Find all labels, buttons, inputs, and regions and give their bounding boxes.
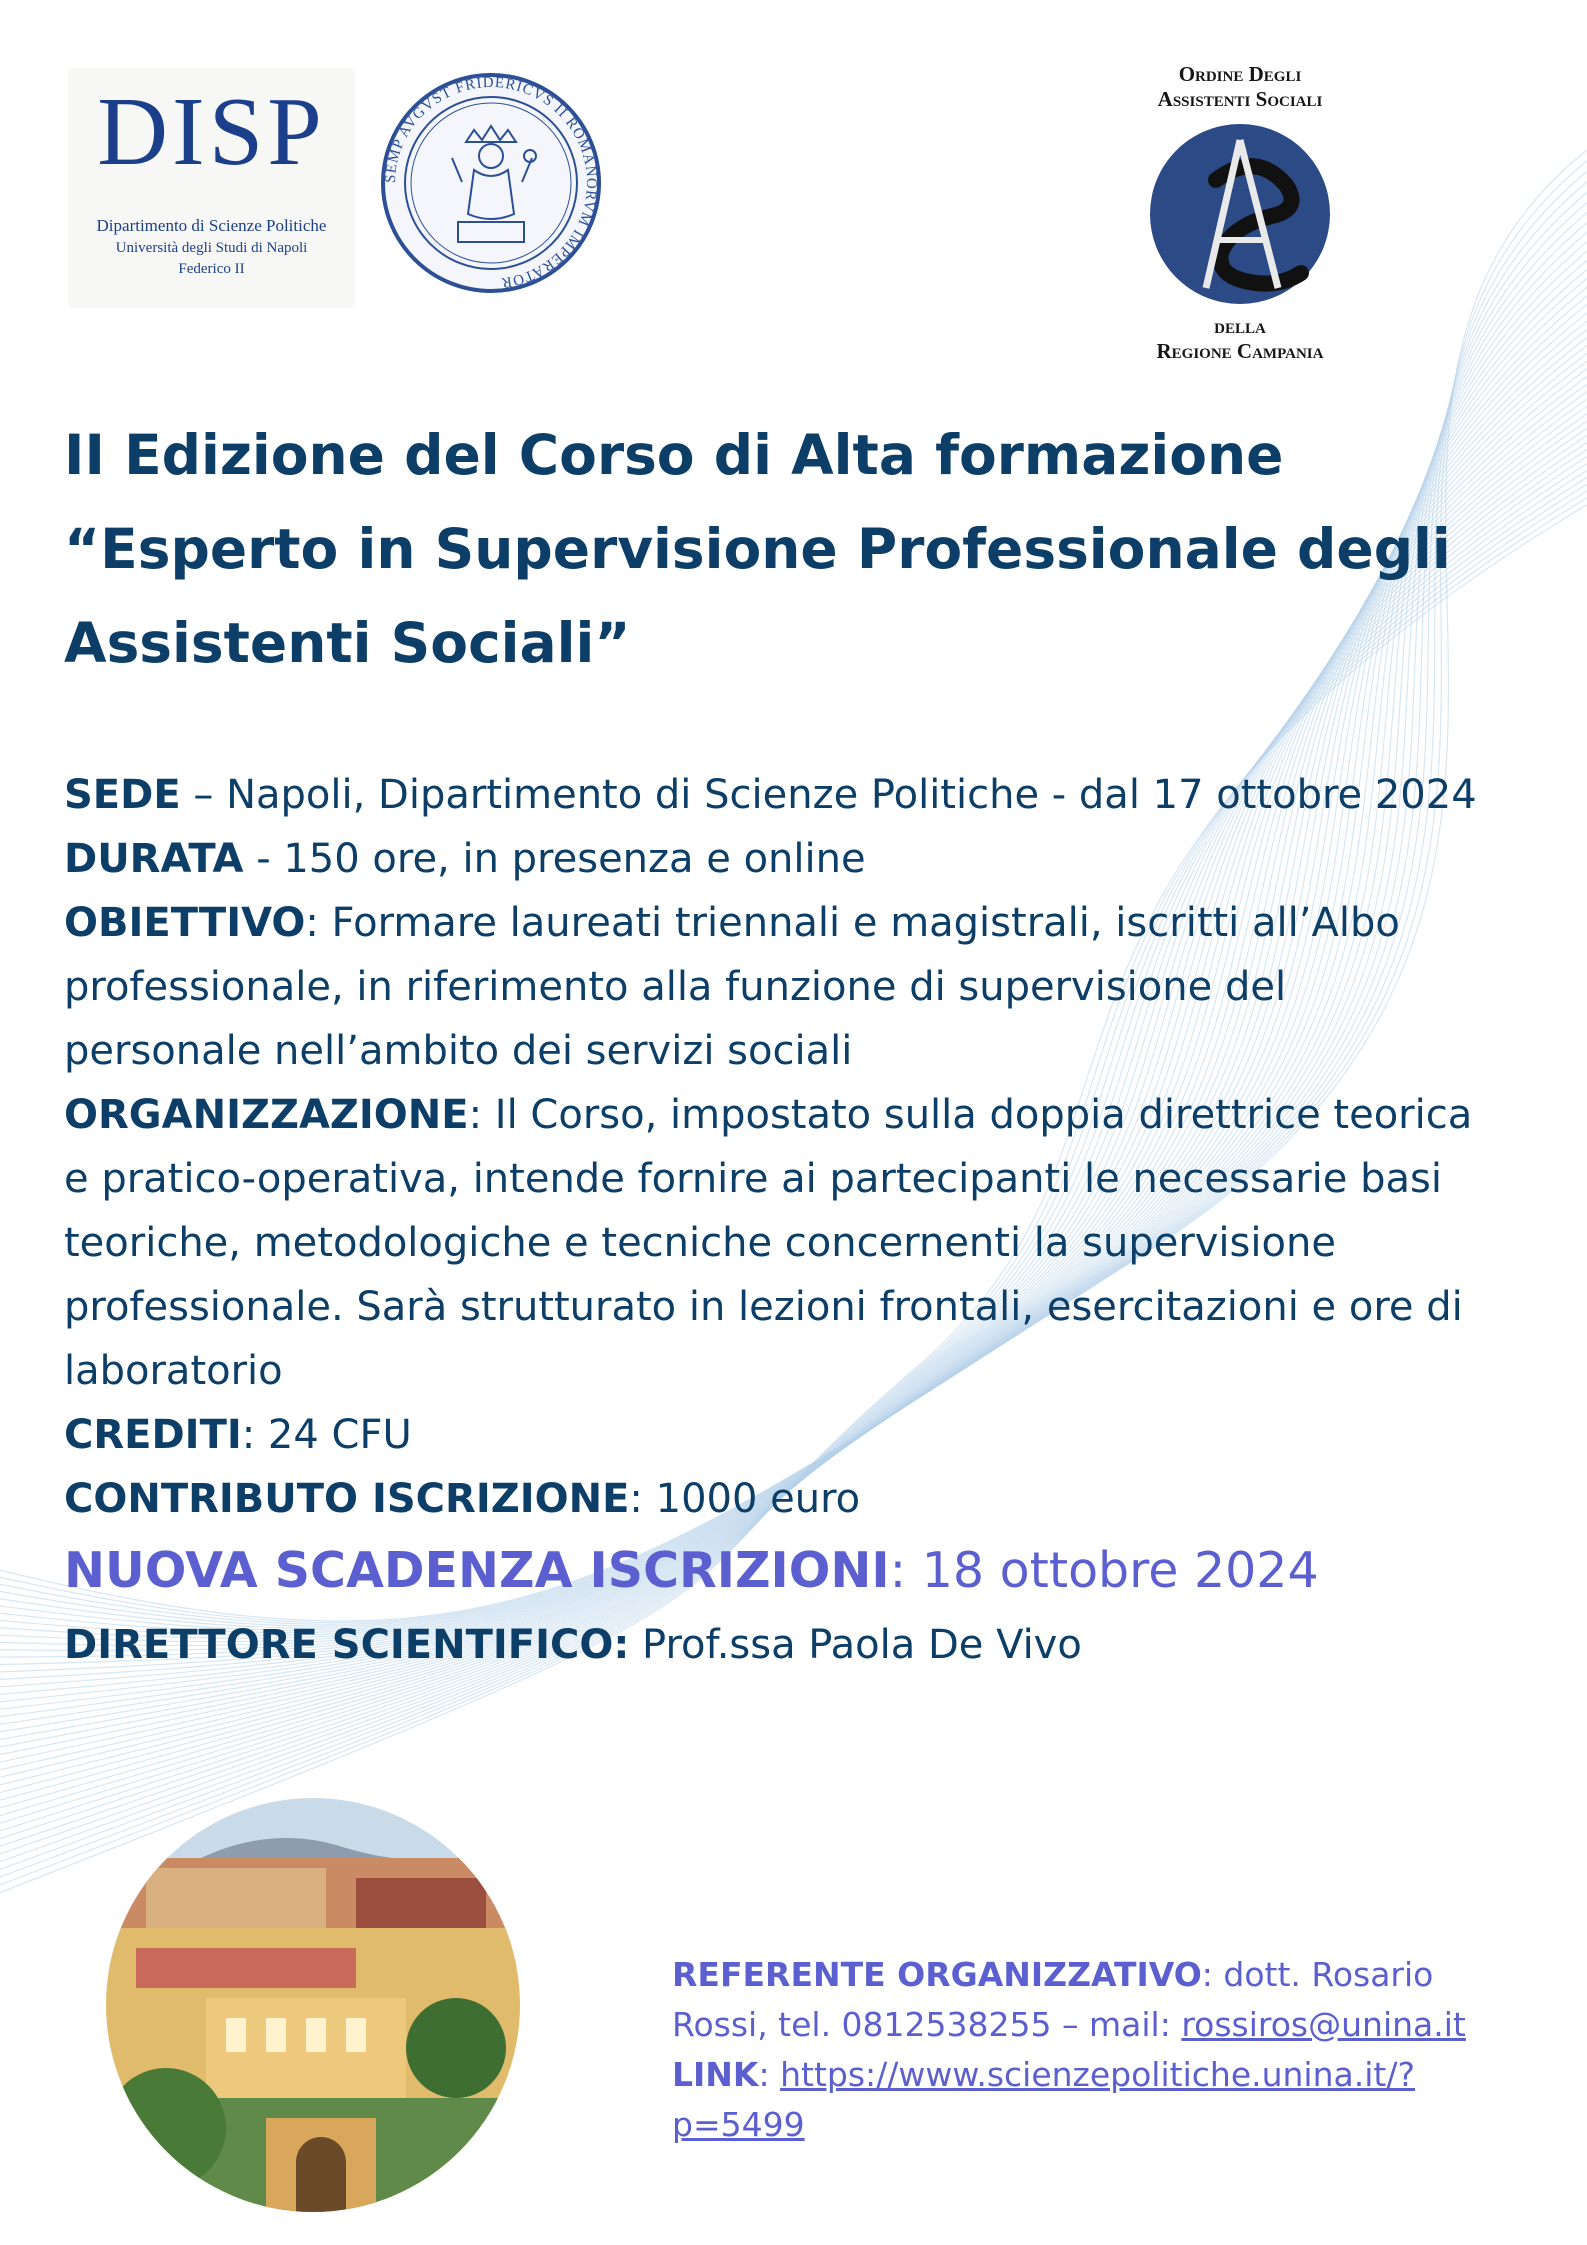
detail-durata: [64, 827, 1484, 891]
federico-ii-seal: [380, 72, 602, 294]
website-link[interactable]: https://www.scienzepolitiche.unina.it/?p=5499: [672, 2055, 1415, 2144]
detail-sede: [64, 763, 1484, 827]
detail-organizzazione: [64, 1083, 1484, 1403]
detail-obiettivo: [64, 891, 1484, 1083]
title-line-1: II Edizione del Corso di Alta formazione: [64, 423, 1284, 487]
contributo-label: CONTRIBUTO ISCRIZIONE: [64, 1476, 630, 1522]
course-details: [64, 763, 1484, 1677]
course-title: [64, 408, 1504, 690]
link-separator: :: [758, 2055, 781, 2094]
detail-scadenza: [64, 1531, 1484, 1611]
durata-label: DURATA: [64, 836, 244, 882]
referente-label: REFERENTE ORGANIZZATIVO: [672, 1955, 1202, 1994]
referente-line: [672, 1950, 1532, 2050]
email-link[interactable]: rossiros@unina.it: [1181, 2005, 1466, 2044]
organizzazione-label: ORGANIZZAZIONE: [64, 1092, 469, 1138]
ordine-line-3: della: [1214, 314, 1266, 338]
referente-text: : dott. Rosario Rossi, tel. 0812538255 – mail:: [672, 1955, 1434, 2044]
obiettivo-text: : Formare laureati triennali e magistrali, iscritti all’Albo professionale, in riferimento alla funzione di supervisione del personale nell’ambito dei servizi sociali: [64, 900, 1400, 1074]
ordine-line-4: Regione Campania: [1156, 339, 1324, 363]
direttore-text: Prof.ssa Paola De Vivo: [629, 1622, 1082, 1668]
building-photo: [106, 1798, 520, 2212]
contact-info: [672, 1950, 1532, 2150]
link-line: [672, 2050, 1532, 2150]
ordine-line-2: Assistenti Sociali: [1157, 87, 1323, 111]
detail-crediti: [64, 1403, 1484, 1467]
scadenza-label: NUOVA SCADENZA ISCRIZIONI: [64, 1542, 890, 1599]
disp-department-name: Dipartimento di Scienze Politiche: [96, 216, 327, 235]
disp-university-suffix: Federico II: [178, 261, 245, 277]
seal-text: SEMP AVGVST FRIDERICVS II ROMANORVM IMPERATOR: [382, 74, 600, 291]
direttore-label: DIRETTORE SCIENTIFICO:: [64, 1622, 630, 1668]
contributo-text: : 1000 euro: [629, 1476, 861, 1522]
detail-direttore: [64, 1613, 1484, 1677]
title-line-3: Assistenti Sociali”: [64, 611, 631, 675]
crediti-label: CREDITI: [64, 1412, 242, 1458]
disp-logo: [68, 68, 355, 308]
disp-university-name: Università degli Studi di Napoli: [115, 240, 308, 256]
sede-label: SEDE: [64, 772, 181, 818]
title-line-2: “Esperto in Supervisione Professionale degli: [64, 517, 1451, 581]
ordine-assistenti-sociali-logo: [1122, 62, 1358, 364]
durata-text: - 150 ore, in presenza e online: [243, 836, 866, 882]
sede-text: – Napoli, Dipartimento di Scienze Politiche - dal 17 ottobre 2024: [180, 772, 1477, 818]
ordine-emblem: [1146, 120, 1334, 308]
detail-contributo: [64, 1467, 1484, 1531]
link-label: LINK: [672, 2055, 759, 2094]
crediti-text: : 24 CFU: [241, 1412, 412, 1458]
organizzazione-text: : Il Corso, impostato sulla doppia direttrice teorica e pratico-operativa, intende fornire ai partecipanti le necessarie basi teoriche, metodologiche e tecniche concernenti la supervisione professionale. Sarà strutturato in lezioni frontali, esercitazioni e ore di laboratorio: [64, 1092, 1473, 1394]
building-photo-illustration: [106, 1798, 520, 2212]
disp-wordmark: DISP: [97, 78, 326, 186]
ordine-line-1: Ordine Degli: [1178, 62, 1302, 86]
obiettivo-label: OBIETTIVO: [64, 900, 306, 946]
scadenza-text: : 18 ottobre 2024: [889, 1542, 1319, 1599]
